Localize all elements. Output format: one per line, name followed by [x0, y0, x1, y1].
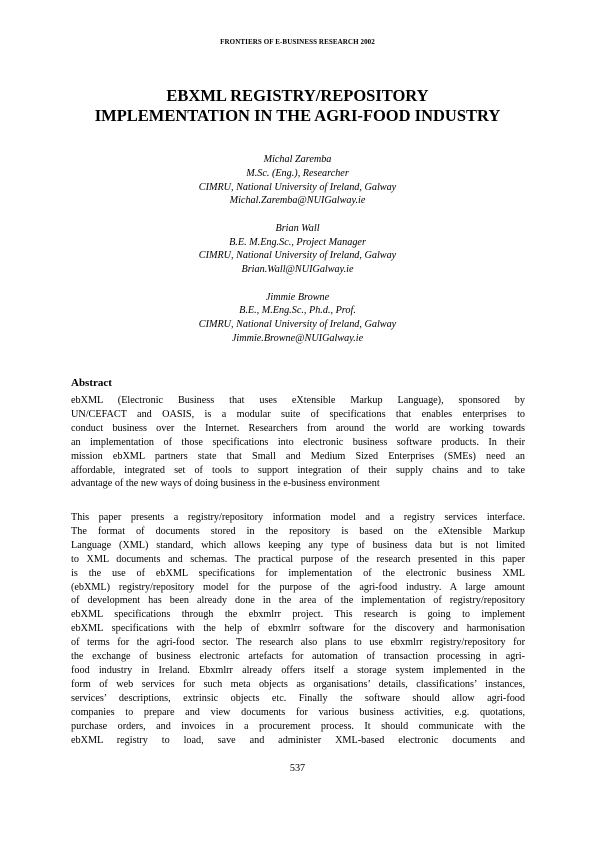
text-line: purchase orders, and invoices in a procurement process. It should communicate with the: [71, 720, 525, 732]
text-line: of terms for the agri-food sector. The research also plans to use ebxmlrr registry/repository for: [71, 637, 525, 649]
author-1: [0, 153, 595, 208]
author-degree: M.Sc. (Eng.), Researcher: [246, 167, 349, 179]
abstract-paragraph-1: [71, 394, 525, 491]
text-line: conduct business over the Internet. Researchers from around the world are working towards: [71, 422, 525, 434]
author-degree: B.E. M.Eng.Sc., Project Manager: [229, 236, 366, 248]
page-number: 537: [289, 763, 306, 774]
text-line: the exchange of business electronic artefacts for automation of transaction processing in agri-: [71, 651, 525, 663]
text-line: form of web services for such meta objects as organisations’ details, classifications’ instances,: [71, 678, 525, 690]
text-line: an implementation of those specifications into electronic business software products. In their: [71, 436, 525, 448]
text-line: to XML documents and schemas. The practical purpose of the research presented in this paper: [71, 553, 525, 565]
text-line: affordable, integrated set of tools to support integration of their supply chains and to take: [71, 464, 525, 476]
text-line: UN/CEFACT and OASIS, is a modular suite of specifications that enables enterprises to: [71, 408, 525, 420]
text-line: advantage of the new ways of doing business in the e-business environment: [71, 478, 380, 490]
author-email: Jimmie.Browne@NUIGalway.ie: [231, 332, 364, 344]
text-line: companies to prepare and view documents for various business activities, e.g. quotations,: [71, 706, 525, 718]
author-2: [0, 222, 595, 277]
text-line: mission ebXML partners state that Small and Medium Sized Enterprises (SMEs) need an: [71, 450, 525, 462]
author-name: Michal Zaremba: [263, 154, 332, 165]
author-affiliation: CIMRU, National University of Ireland, Galway: [198, 319, 397, 331]
author-name: Jimmie Browne: [265, 291, 330, 303]
abstract-heading: Abstract: [71, 377, 112, 389]
author-degree: B.E., M.Eng.Sc., Ph.d., Prof.: [239, 305, 356, 317]
text-line: ebXML specifications through the ebxmlrr project. This research is going to implement: [71, 609, 525, 621]
text-line: ebXML registry to load, save and administer XML-based electronic documents and: [71, 734, 525, 746]
author-block: [0, 153, 595, 359]
author-email: Brian.Wall@NUIGalway.ie: [241, 264, 354, 276]
text-line: food industry in Ireland. Ebxmlrr already offers itself a storage system implemented in the: [71, 664, 525, 676]
author-affiliation: CIMRU, National University of Ireland, Galway: [198, 250, 397, 262]
author-name: Brian Wall: [275, 222, 320, 234]
title-line-1: EBXML REGISTRY/REPOSITORY: [166, 86, 429, 105]
text-line: ebXML (Electronic Business that uses eXtensible Markup Language), sponsored by: [71, 395, 525, 406]
text-line: of development has been already done in the area of the implementation of registry/repository: [71, 595, 525, 607]
text-line: is the use of ebXML specifications for implementation of the electronic business XML: [71, 567, 525, 579]
text-line: This paper presents a registry/repository information model and a registry services interface.: [71, 512, 525, 523]
text-line: (ebXML) registry/repository model for the purpose of the agri-food industry. A large amount: [71, 581, 525, 593]
abstract-paragraph-2: [71, 511, 525, 747]
title-line-2: IMPLEMENTATION IN THE AGRI-FOOD INDUSTRY: [94, 106, 501, 125]
author-3: [0, 291, 595, 346]
author-affiliation: CIMRU, National University of Ireland, Galway: [198, 181, 397, 193]
text-line: The format of documents stored in the repository is based on the eXtensible Markup: [71, 525, 525, 537]
text-line: Language (XML) standard, which allows keeping any type of business data but is not limited: [71, 539, 525, 551]
author-email: Michal.Zaremba@NUIGalway.ie: [229, 195, 366, 207]
text-line: ebXML specifications with the help of ebxmlrr software for the discovery and harmonisation: [71, 623, 525, 635]
running-head: FRONTIERS OF E-BUSINESS RESEARCH 2002: [220, 38, 375, 46]
paper-title: [40, 86, 555, 126]
text-line: services’ descriptions, extrinsic objects etc. Finally the software should allow agri-food: [71, 692, 525, 704]
